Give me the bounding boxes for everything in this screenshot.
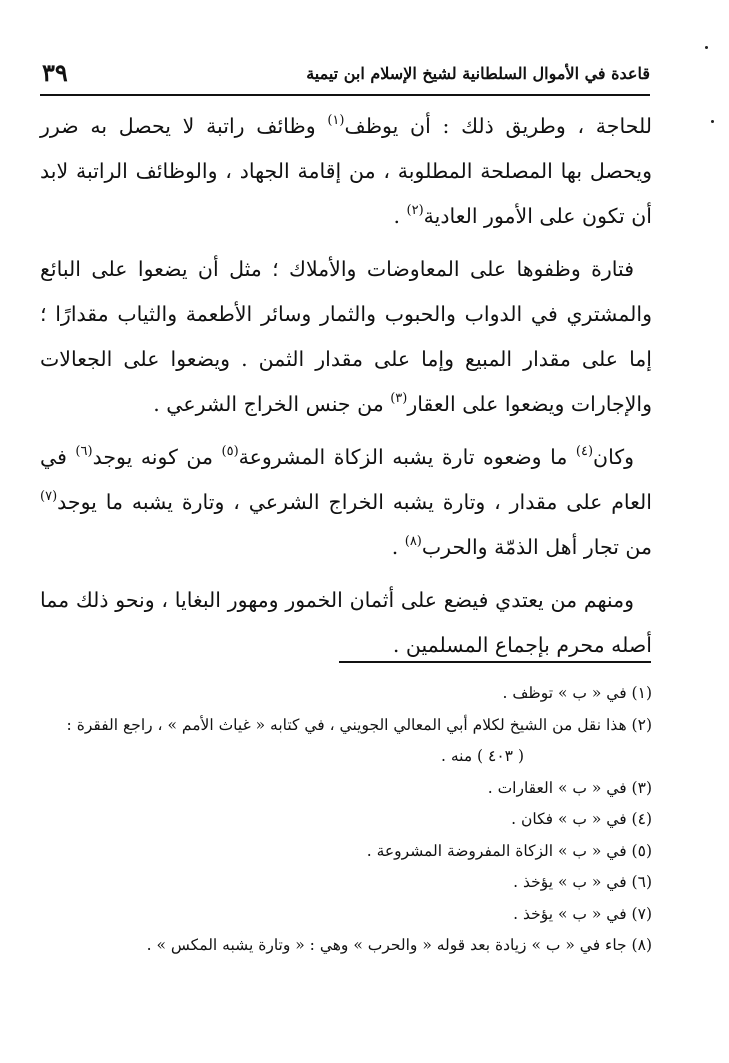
footnote-5: (٥) في « ب » الزكاة المفروضة المشروعة . (366, 841, 652, 860)
footnote-ref-2[interactable]: (٢) (406, 203, 424, 218)
paragraph-1: للحاجة ، وطريق ذلك : أن يوظف$^{(١)}$ وظائف راتبة لا يحصل به ضرر ويحصل بها المصلحة المطلوبة ، من إقامة الجهاد ، والوظائف الراتبة لابد أن تكون على الأمور العادية$^{(٢)}$ . (40, 113, 652, 228)
footnote-7: (٧) في « ب » يؤخذ . (513, 904, 652, 923)
footnote-1: (١) في « ب » توظف . (502, 684, 652, 702)
footnote-4: (٤) في « ب » فكان . (511, 810, 652, 828)
paragraph-4: ومنهم من يعتدي فيضع على أثمان الخمور ومهور البغايا ، ونحو ذلك مما أصله محرم بإجماع المسلمين . (40, 588, 652, 657)
footnote-ref-1[interactable]: (١) (327, 113, 345, 128)
footnote-ref-3[interactable]: (٣) (390, 391, 408, 406)
footnote-ref-8[interactable]: (٨) (404, 534, 422, 549)
footnote-ref-6[interactable]: (٦) (75, 444, 93, 459)
page-header (40, 60, 650, 96)
footnote-6: (٦) في « ب » يؤخذ . (513, 873, 652, 891)
scan-speck (705, 46, 708, 49)
footnote-ref-4[interactable]: (٤) (575, 444, 594, 459)
paragraph-2: فتارة وظفوها على المعاوضات والأملاك ؛ مثل أن يضعوا على البائع والمشتري في الدواب والحبوب والثمار وسائر الأطعمة والثياب مقدارًا ؛ إما على مقدار المبيع وإما على مقدار الثمن . ويضعوا على الجعالات والإجارات ويضعوا على العقار$^{(٣)}$ من جنس الخراج الشرعي . (40, 257, 652, 416)
page-number: ٣٩ (42, 58, 68, 87)
footnote-8: (٨) جاء في « ب » زيادة بعد قوله « والحرب » وهي : « وتارة يشبه المكس » . (146, 936, 652, 954)
footnote-2-continued: ( ٤٠٣ ) منه . (440, 747, 524, 765)
main-text (40, 104, 652, 676)
paragraph-3: وكان$^{(٤)}$ ما وضعوه تارة يشبه الزكاة المشروعة$^{(٥)}$ من كونه يوجد$^{(٦)}$ في العام على مقدار ، وتارة يشبه الخراج الشرعي ، وتارة يشبه ما يوجد$^{(٧)}$ من تجار أهل الذمّة والحرب$^{(٨)}$ . (40, 444, 652, 559)
footnote-2: (٢) هذا نقل من الشيخ لكلام أبي المعالي الجويني ، في كتابه « غياث الأمم » ، راجع الفقرة : (66, 715, 652, 734)
scan-speck (711, 120, 714, 123)
footnotes (40, 678, 652, 962)
footnote-ref-5[interactable]: (٥) (221, 444, 239, 459)
footnote-ref-7[interactable]: (٧) (40, 489, 58, 504)
running-title: قاعدة في الأموال السلطانية لشيخ الإسلام ابن تيمية (306, 64, 650, 83)
footnote-divider (339, 661, 651, 663)
footnote-3: (٣) في « ب » العقارات . (487, 778, 652, 797)
